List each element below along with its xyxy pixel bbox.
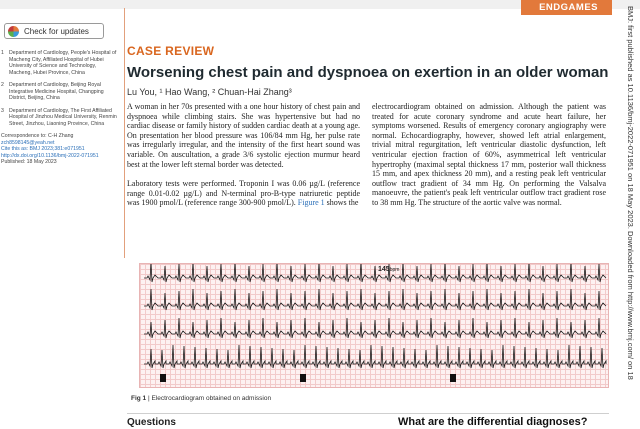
differential-diagnoses-heading: What are the differential diagnoses? [398, 416, 588, 428]
ecg-lead-row [144, 318, 606, 338]
download-notice: BMJ: first published as 10.1136/bmj-2022-071951 on 18 May 2023. Downloaded from http://www.bmj.com/ on 18 [626, 6, 635, 380]
check-for-updates-button[interactable] [4, 23, 104, 39]
ecg-calibration-marker [160, 374, 166, 382]
figure-1-link[interactable]: Figure 1 [297, 198, 325, 208]
section-tab: ENDGAMES [521, 0, 612, 15]
ecg-lead-row [144, 289, 606, 310]
column-divider [124, 8, 125, 258]
article-meta [1, 133, 119, 166]
affiliation-3: 3 Department of Cardiology, The First Affiliated Hospital of Jinzhou Medical University, Renmin Street, Jinzhou, Liaoning Province, China [1, 107, 117, 127]
ecg-calibration-marker [450, 374, 456, 382]
section-rule [127, 413, 609, 414]
case-paragraph: A woman in her 70s presented with a one hour history of chest pain and dyspnoea while climbing stairs. She was hypertensive but had no cardiac disease or family history of sudden cardiac death at a young age. On presentation her blood pressure was 106/84 mm Hg, her pulse rate was irregularly irregular, and the intensity of the first heart sound was variable. On auscultation, a grade 3/6 systolic ejection murmur heard best at the lower left sternal border was detected. [127, 102, 360, 169]
ecg-tracing [140, 264, 610, 389]
affiliation-1: 1 Department of Cardiology, People's Hospital of Macheng City, Affiliated Hospital of Hubei University of Science and Technology, Macheng, Hubei Province, China [1, 50, 117, 76]
affiliation-2: 2 Department of Cardiology, Beijing Royal Integrative Medicine Hospital, Changping District, Beijing, China [1, 82, 104, 101]
article-sidebar [1, 50, 119, 166]
echo-paragraph: electrocardiogram obtained on admission. Although the patient was treated for acute coronary syndrome and acute heart failure, her symptoms worsened. Results of emergency coronary angiography were normal. Echocardiography, however, showed left atrial enlargement, trivial mitral regurgitation, left ventricular diastolic dysfunction, left ventricular ejection fraction of 60%, asymmetrical left ventricular hypertrophy (maximal septal thickness 17 mm, posterior wall thickness 15 mm, and apex thickness 20 mm), and a resting peak left ventricular outflow tract gradient of 34 mm Hg. On performing the Valsalva manoeuvre, the patient's peak left ventricular outflow tract gradient rose to 38 mm Hg. The structure of the aortic valve was normal. [372, 102, 606, 207]
cite-as: Cite this as: BMJ 2023;381:e071951 [1, 146, 85, 152]
check-for-updates-label: Check for updates [24, 26, 89, 36]
crossmark-icon [8, 26, 19, 37]
ecg-calibration-marker [300, 374, 306, 382]
article-title: Worsening chest pain and dyspnoea on exertion in an older woman [127, 64, 609, 81]
ecg-figure [139, 263, 609, 388]
heart-rate-label: 145bpm [378, 266, 400, 273]
doi-link[interactable]: http://dx.doi.org/10.1136/bmj-2022-071951 [1, 152, 99, 159]
article-type: CASE REVIEW [127, 44, 215, 58]
correspondence: Correspondence to: C-H Zhang [1, 133, 74, 139]
body-column-1 [127, 102, 360, 208]
body-column-2 [372, 102, 606, 208]
questions-heading: Questions [127, 417, 176, 428]
author-list: Lu You, ¹ Hao Wang, ² Chuan-Hai Zhang³ [127, 87, 292, 97]
published-date: Published: 18 May 2023 [1, 159, 57, 165]
figure-caption: Fig 1 | Electrocardiogram obtained on admission [131, 395, 272, 402]
ecg-lead-row [144, 345, 606, 368]
email-link[interactable]: zch8598145@yeah.net [1, 139, 55, 146]
ecg-lead-row [144, 264, 606, 282]
lab-paragraph: Laboratory tests were performed. Troponin I was 0.06 µg/L (reference range 0.01-0.02 µg/L) and N-terminal pro-B-type natriuretic peptide was 1900 pmol/L (reference range 300-900 pmol/L). Figure 1 shows the [127, 179, 360, 208]
